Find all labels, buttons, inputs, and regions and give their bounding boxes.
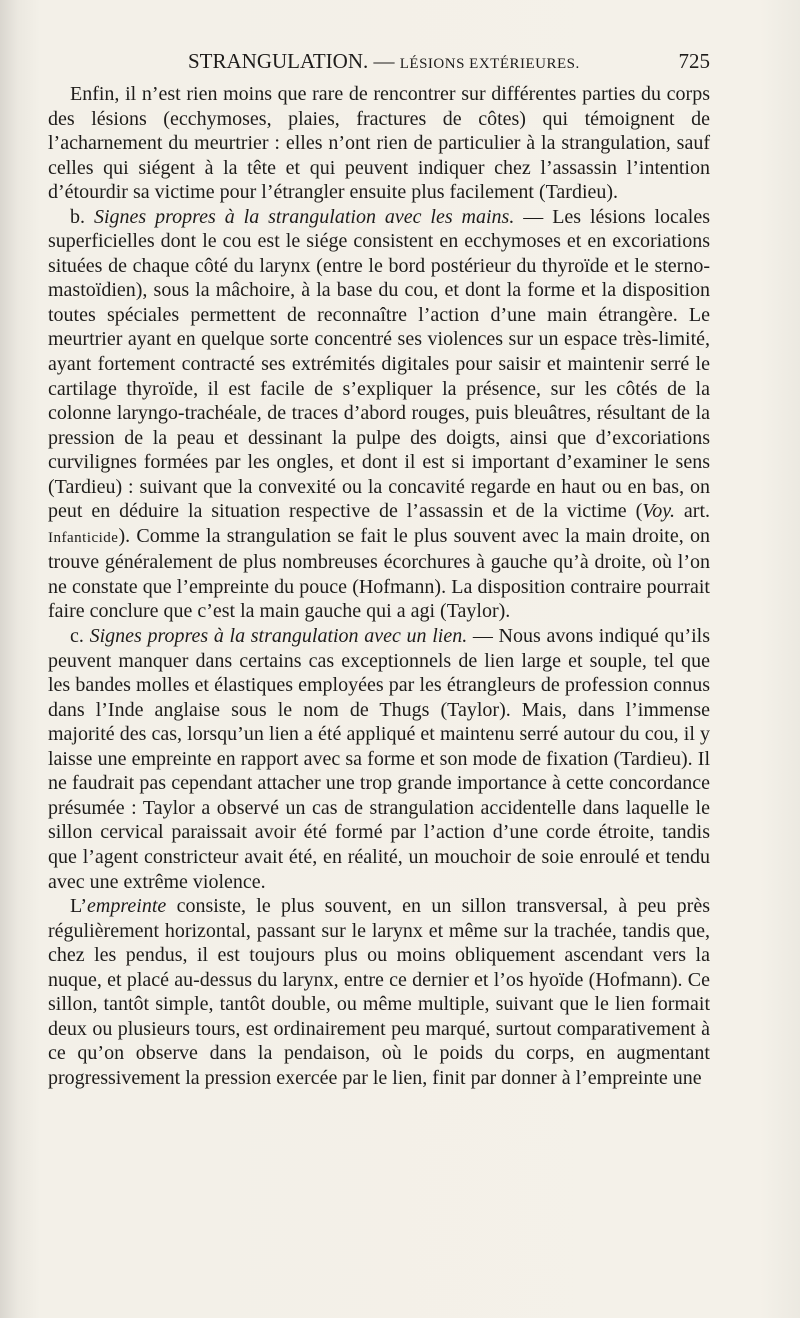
header-section: STRANGULATION. [188, 49, 369, 73]
paragraph-c-label: c. [70, 625, 84, 648]
paragraph-c-text: — Nous avons indiqué qu’ils peuvent manquer dans certains cas exceptionnels de lien large et souple, tel que les bandes molles et élastiques employées par les étrangleurs de profession connus dans l’Inde anglaise sous le nom de Thugs (Taylor). Mais, dans l’immense majorité des cas, lorsqu’un lien a été appliqué et maintenu serré autour du cou, il y laisse une empreinte en rapport avec sa forme et son mode de fixation (Tardieu). Il ne faudrait pas cependant attacher une trop grande importance à cette concordance présumée : Taylor a observé un cas de strangulation accidentelle dans laquelle le sillon cervical paraissait avoir été formé par l’action d’une corde étroite, tandis que l’agent constricteur avait été, en réalité, un mouchoir de soie enroulé et tendu avec une extrême violence. [48, 625, 710, 893]
paragraph-b-heading: Signes propres à la strangulation avec les mains. [93, 205, 515, 228]
paragraph-c-heading: Signes propres à la strangulation avec un lien. [89, 625, 468, 648]
paragraph-b-text-before: — Les lésions locales superficielles dont le cou est le siége consistent en ecchymoses et en excoriations situées de chaque côté du larynx (entre le bord postérieur du thyroïde et le sterno-mastoïdien), sous la mâchoire, à la base du cou, et dont la forme et la disposition toutes spéciales permettent de reconnaître l’action d’une main étrangère. Le meurtrier ayant en quelque sorte concentré ses violences sur un espace très-limité, ayant fortement contracté ses extrémités digitales pour saisir et maintenir serré le cartilage thyroïde, il est facile de s’expliquer la présence, sur les côtés de la colonne laryngo-trachéale, de traces d’abord rouges, puis bleuâtres, résultant de la pression de la peau et dessinant la pulpe des doigts, ainsi que d’excoriations curvilignes formées par les ongles, et dont il est si important d’examiner le sens (Tardieu) : suivant que la convexité ou la concavité regarde en haut ou en bas, on peut en déduire la situation respective de l’assassin et de la victime ( [48, 205, 710, 523]
header-dash: — [373, 49, 395, 73]
page-body [48, 82, 710, 1090]
header-subsection: LÉSIONS EXTÉRIEURES. [399, 56, 580, 72]
paragraph-empreinte-term: empreinte [87, 895, 167, 918]
running-header [48, 45, 710, 77]
paragraph-1 [48, 82, 710, 205]
paragraph-empreinte [48, 894, 710, 1090]
paragraph-b-ref-plain: art. [675, 500, 710, 523]
running-title [188, 45, 580, 80]
paragraph-b-ref-smallcaps: Infanticide [48, 529, 119, 546]
page-number: 725 [678, 49, 710, 73]
paragraph-empreinte-text: consiste, le plus souvent, en un sillon transversal, à peu près régulièrement horizontal, passant sur le larynx et même sur la trachée, tandis que, chez les pendus, il est toujours plus ou moins obliquement ascendant vers la nuque, et placé au-dessus du larynx, entre ce dernier et l’os hyoïde (Hofmann). Ce sillon, tantôt simple, tantôt double, ou même multiple, suivant que le lien formait deux ou plusieurs tours, est ordinairement peu marqué, surtout comparativement à ce qu’on observe dans la pendaison, où le poids du corps, en augmentant progressivement la pression exercée par le lien, finit par donner à l’empreinte une [48, 895, 710, 1089]
paragraph-b [48, 205, 710, 624]
paragraph-empreinte-lead: L’ [70, 895, 88, 918]
paragraph-1-text: Enfin, il n’est rien moins que rare de rencontrer sur différentes parties du corps des lésions (ecchymoses, plaies, fractures de côtes) qui témoignent de l’acharnement du meurtrier : elles n’ont rien de particulier à la strangulation, sauf celles qui siégent à la tête et qui peuvent indiquer chez l’assassin l’intention d’étourdir sa victime pour l’étrangler ensuite plus facilement (Tardieu). [48, 83, 710, 204]
paragraph-c [48, 624, 710, 894]
paragraph-b-text-after: ). Comme la strangulation se fait le plus souvent avec la main droite, on trouve généralement de plus nombreuses écorchures à gauche qu’à droite, où l’on ne constate que l’empreinte du pouce (Hofmann). La disposition contraire pourrait faire conclure que c’est la main gauche qui a agi (Taylor). [48, 524, 710, 623]
paragraph-b-ref-italic: Voy. [642, 500, 676, 523]
paragraph-b-label: b. [70, 205, 85, 228]
